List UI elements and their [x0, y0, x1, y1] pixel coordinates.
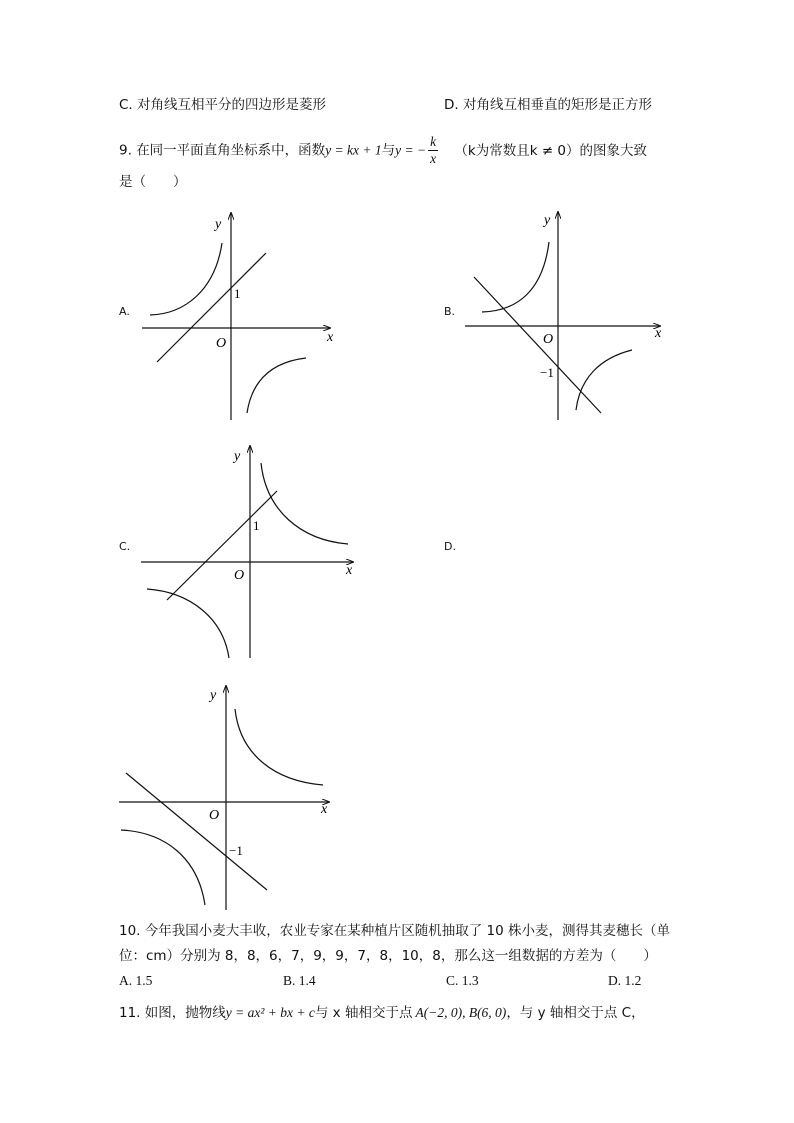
- graph-a: [142, 213, 330, 420]
- graph-d-hyperbola-upper: [235, 709, 323, 785]
- graph-a-line: [157, 253, 266, 362]
- q8-option-c: C. 对角线互相平分的四边形是菱形: [119, 97, 327, 113]
- q10-choice-b: B. 1.4: [283, 973, 316, 988]
- q9-frac-num: k: [430, 134, 437, 149]
- q10-choice-a: A. 1.5: [119, 973, 153, 988]
- q11-stem: [119, 1003, 645, 1023]
- q9-frac-den: x: [430, 151, 437, 166]
- q9-number: 9.: [119, 142, 132, 159]
- q11-points: A(−2, 0), B(6, 0): [415, 1005, 507, 1020]
- graph-b-origin: O: [543, 332, 554, 347]
- graph-c-y-label: y: [234, 449, 241, 464]
- graph-a-x-label: x: [327, 330, 334, 345]
- q11-number: 11.: [119, 1005, 141, 1021]
- q9-text-c: （k为常数且k ≠ 0）的图象大致: [454, 142, 648, 159]
- graph-a-intercept: 1: [234, 286, 241, 301]
- q9-text-a: 在同一平面直角坐标系中，函数: [136, 142, 326, 159]
- graph-d-hyperbola-lower: [121, 830, 205, 905]
- graph-a-hyperbola-lower: [247, 358, 306, 413]
- q11-func: y = ax² + bx + c: [225, 1005, 315, 1020]
- q9-option-d-label: D.: [444, 540, 456, 553]
- q9-option-a-label: A.: [119, 305, 130, 318]
- graph-a-hyperbola-upper: [150, 243, 222, 315]
- graph-b-hyperbola-upper: [482, 242, 549, 312]
- graph-b-line: [474, 277, 601, 413]
- q11-text-b: 与 x 轴相交于点: [314, 1005, 413, 1021]
- graph-d: [119, 686, 329, 910]
- graph-b-y-label: y: [544, 213, 551, 228]
- q9-option-b-label: B.: [444, 305, 456, 318]
- q11-text-a: 如图，抛物线: [144, 1005, 226, 1021]
- q9-text-b: 与: [381, 142, 396, 159]
- q8-option-d: D. 对角线互相垂直的矩形是正方形: [444, 97, 652, 113]
- graph-d-x-label: x: [321, 802, 328, 817]
- q11-text-c: ，与 y 轴相交于点 C，: [506, 1005, 645, 1021]
- q10-line1: 10. 今年我国小麦大丰收，农业专家在某种植片区随机抽取了 10 株小麦，测得其麦穗长（单: [119, 923, 671, 939]
- q10-choice-d: D. 1.2: [608, 973, 642, 988]
- q9-option-c-label: C.: [119, 540, 131, 553]
- graph-c-hyperbola-upper: [261, 463, 348, 544]
- q10-choice-c: C. 1.3: [446, 973, 479, 988]
- q9-func1: y = kx + 1: [325, 142, 382, 158]
- graph-b-x-label: x: [655, 326, 662, 341]
- q9-text-d: 是（ ）: [119, 174, 187, 190]
- graph-d-y-label: y: [210, 688, 217, 703]
- graph-b-intercept: −1: [540, 365, 554, 380]
- graph-b: [465, 212, 660, 420]
- graph-c: [141, 446, 353, 658]
- graph-a-origin: O: [216, 336, 227, 351]
- graph-d-origin: O: [209, 808, 220, 823]
- graph-c-hyperbola-lower: [147, 589, 229, 658]
- graph-c-x-label: x: [346, 563, 353, 578]
- graph-a-y-label: y: [215, 217, 222, 232]
- graph-b-hyperbola-lower: [576, 350, 632, 410]
- graph-c-intercept: 1: [253, 518, 260, 533]
- graph-d-line: [126, 773, 267, 890]
- graph-d-intercept: −1: [229, 843, 243, 858]
- graph-c-origin: O: [234, 568, 245, 583]
- q9-func2-prefix: y = −: [395, 142, 427, 158]
- graph-c-line: [167, 491, 277, 600]
- q10-line2: 位：cm）分别为 8，8，6，7，9，9，7，8，10，8，那么这一组数据的方差为（ ）: [119, 948, 657, 964]
